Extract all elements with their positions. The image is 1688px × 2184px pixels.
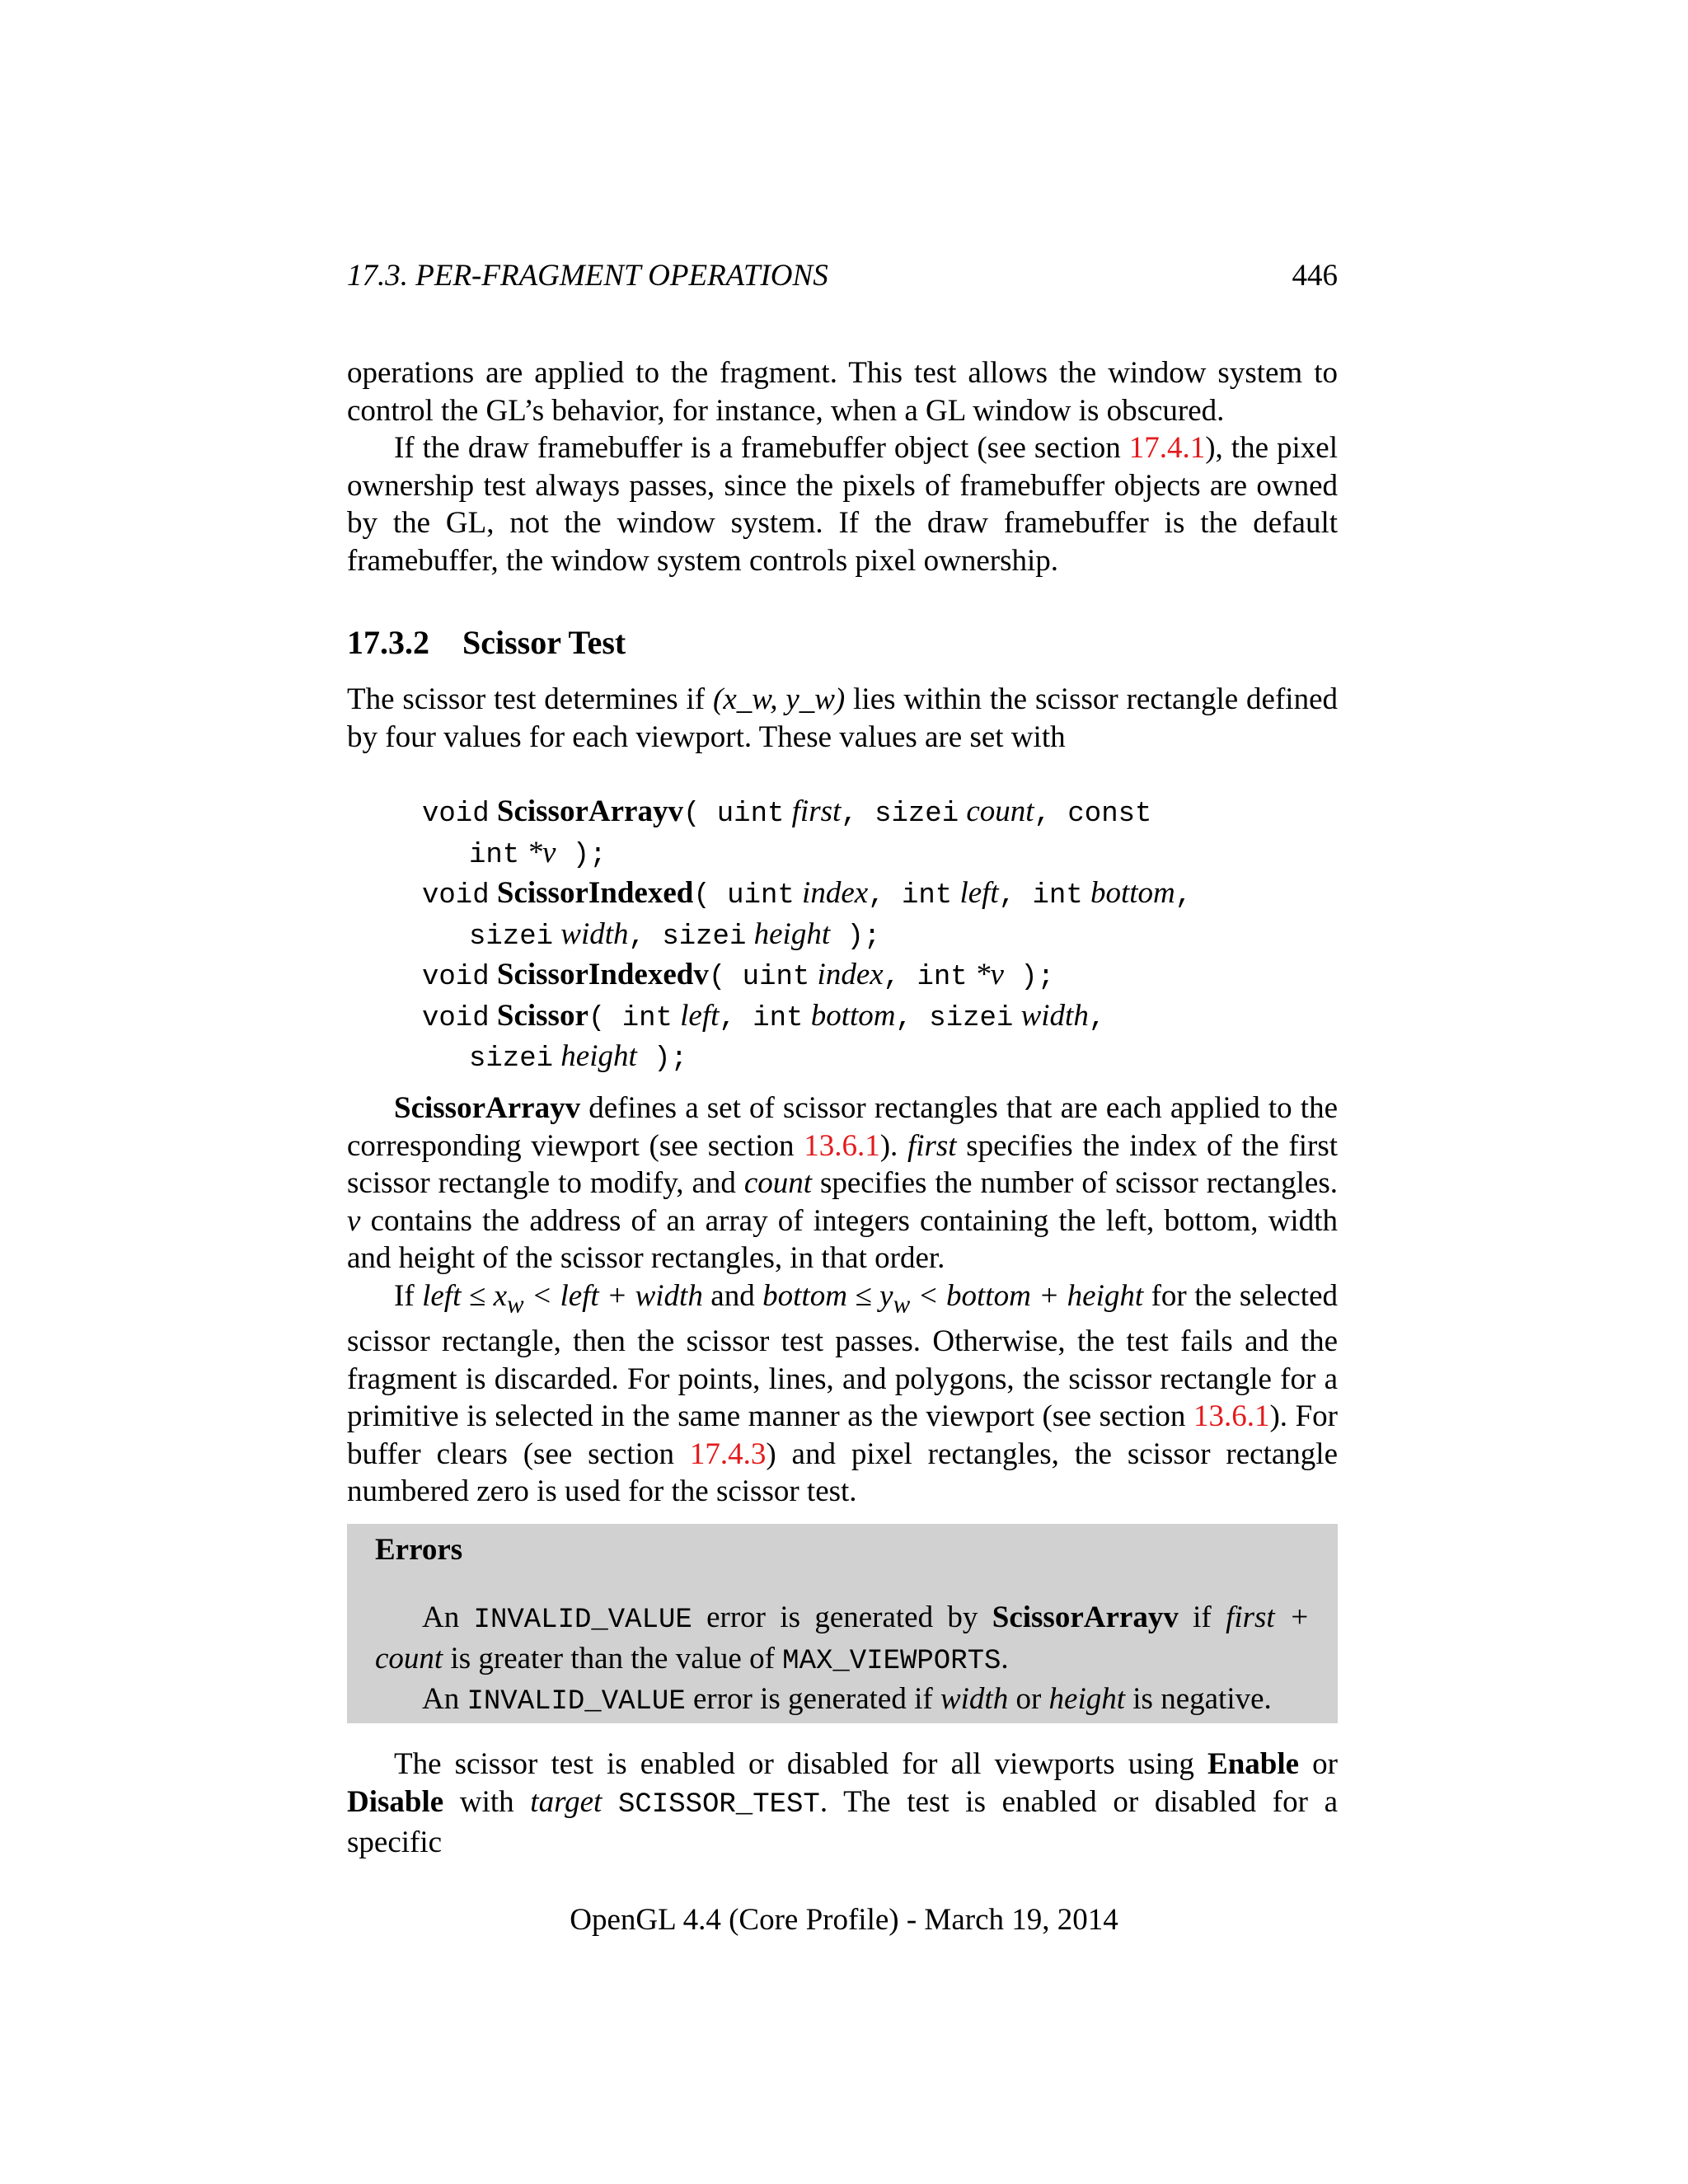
text-span: if (1178, 1601, 1226, 1634)
scissor-intro-paragraph (347, 681, 1338, 756)
text-span: ). (879, 1128, 907, 1163)
section-link-17-4-1[interactable]: 17.4.1 (1128, 431, 1206, 465)
type-token: const (1067, 799, 1152, 830)
param-name: index (802, 876, 869, 910)
function-name: ScissorArrayv (496, 794, 683, 828)
function-name: ScissorArrayv (992, 1601, 1179, 1634)
type-token: uint (716, 799, 785, 830)
page-footer: OpenGL 4.4 (Core Profile) - March 19, 2014 (570, 1903, 1118, 1937)
math-expression: first + count (375, 1601, 1311, 1675)
math-part: bottom ≤ y (762, 1278, 893, 1313)
function-name: Scissor (496, 998, 588, 1033)
text-span: If (394, 1278, 423, 1313)
type-token: int (621, 1002, 673, 1034)
token: MAX_VIEWPORTS (782, 1645, 1001, 1677)
param-name: width (1020, 998, 1089, 1033)
token: INVALID_VALUE (467, 1686, 686, 1718)
token: SCISSOR_TEST (617, 1788, 820, 1821)
section-link-17-4-3[interactable]: 17.4.3 (689, 1436, 767, 1471)
header-page-number: 446 (1292, 259, 1338, 293)
errors-body (375, 1599, 1310, 1722)
type-token: uint (727, 880, 795, 912)
body-text (347, 1090, 1338, 1511)
text-span: The scissor test is enabled or disabled for all viewports using (394, 1747, 1208, 1781)
scissor-intro (347, 681, 1338, 756)
param-name: target (530, 1784, 603, 1819)
text-span: ) and pixel rectangles, the scissor rectangle numbered zero is used for the scissor test. (347, 1436, 1339, 1509)
math-xw-yw: (x_w, y_w) (713, 682, 846, 716)
math-expression (422, 1278, 703, 1318)
param-name: *v (527, 835, 556, 869)
text-span: . (1001, 1641, 1009, 1675)
prototype-scissor-arrayv-cont (422, 834, 1329, 875)
body-paragraph-1 (347, 1090, 1338, 1277)
type-token: int (469, 839, 520, 871)
math-sub: w (893, 1289, 911, 1318)
text-span: specifies the index of the first scissor rectangle to modify, and (347, 1128, 1338, 1200)
param-name: left (680, 998, 720, 1033)
comma: , (998, 880, 1033, 912)
text-span: specifies the number of scissor rectangles. (812, 1166, 1338, 1200)
paren: ); (830, 921, 881, 953)
comma: , (1088, 1002, 1106, 1034)
intro-paragraph-2 (347, 429, 1338, 579)
text-span: is negative. (1125, 1682, 1272, 1716)
error-item-2 (375, 1680, 1310, 1722)
type-token: void (422, 1002, 490, 1034)
section-link-13-6-1[interactable]: 13.6.1 (1193, 1399, 1270, 1434)
param-name: *v (974, 958, 1004, 991)
intro-paragraph-1: operations are applied to the fragment. This test allows the window system to control the GL’s behavior, for instance, when a GL window is obscured. (347, 356, 1338, 428)
text-span: is greater than the value of (443, 1641, 783, 1675)
param-name: bottom (1090, 876, 1175, 910)
closing-paragraph (347, 1746, 1338, 1862)
text-span (602, 1785, 618, 1819)
math-part: < left + width (523, 1278, 703, 1313)
error-item-1 (375, 1599, 1310, 1680)
param-name: width (940, 1682, 1009, 1716)
type-token: void (422, 962, 490, 993)
comma: , (883, 962, 917, 993)
paren: ( (708, 962, 743, 993)
math-sub: w (507, 1289, 524, 1318)
type-token: void (422, 799, 490, 830)
paren: ( (693, 880, 728, 912)
text-span: ). For buffer clears (see section (347, 1399, 1338, 1471)
function-name: ScissorArrayv (394, 1091, 581, 1125)
function-name: Enable (1207, 1747, 1300, 1781)
text-span: contains the address of an array of integers containing the left, bottom, width and height of the scissor rectangles, in that order. (347, 1203, 1338, 1275)
comma: , (1034, 799, 1068, 830)
prototype-scissor (422, 997, 1329, 1038)
text-span: An (422, 1601, 474, 1634)
prototype-scissor-indexedv (422, 956, 1329, 997)
text-span: or (1008, 1682, 1049, 1716)
text-span: lies within the scissor rectangle defined by four values for each viewport. These values are set with (347, 682, 1338, 754)
type-token: int (917, 962, 968, 993)
prototype-scissor-cont (422, 1038, 1329, 1079)
paren: ); (1003, 962, 1055, 993)
intro-text (347, 354, 1338, 579)
paren: ( (588, 1002, 622, 1034)
errors-box (347, 1524, 1338, 1723)
paren: ); (556, 839, 607, 871)
param-name: bottom (810, 998, 896, 1033)
text-span: An (422, 1682, 467, 1716)
param-name: count (743, 1166, 813, 1200)
comma: , (628, 921, 663, 953)
type-token: sizei (469, 1043, 554, 1075)
param-name: first (907, 1128, 957, 1163)
comma: , (868, 880, 902, 912)
running-header (347, 258, 1338, 299)
section-heading (347, 623, 626, 662)
param-name: height (1048, 1682, 1126, 1716)
type-token: sizei (929, 1002, 1014, 1034)
text-span: defines a set of scissor rectangles that are each applied to the corresponding viewport (see section (347, 1091, 1338, 1163)
text-span: for the selected scissor rectangle, then the scissor test passes. Otherwise, the test fails and the fragment is discarded. For points, lines, and polygons, the scissor rectangle for a primitive is selected in the same manner as the viewport (see section (347, 1278, 1339, 1434)
section-link-13-6-1[interactable]: 13.6.1 (804, 1128, 880, 1163)
text-span: and (702, 1278, 763, 1313)
token: INVALID_VALUE (473, 1605, 692, 1636)
section-title: Scissor Test (462, 624, 626, 661)
prototype-scissor-arrayv (422, 793, 1329, 834)
math-part: < bottom + height (910, 1278, 1144, 1313)
comma: , (841, 799, 875, 830)
type-token: int (1032, 880, 1083, 912)
param-name: v (347, 1203, 361, 1238)
section-number: 17.3.2 (347, 624, 429, 661)
function-name: Disable (347, 1784, 444, 1819)
comma: , (895, 1002, 930, 1034)
type-token: uint (742, 962, 810, 993)
text-span: or (1299, 1747, 1339, 1781)
function-name: ScissorIndexed (496, 876, 694, 910)
text-span: ), the pixel ownership test always passes, since the pixels of framebuffer objects are owned by the GL, not the window system. If the draw framebuffer is the default framebuffer, the window system controls pixel ownership. (347, 431, 1338, 578)
text-span: error is generated if (685, 1682, 940, 1716)
prototype-scissor-indexed (422, 874, 1329, 916)
function-name: ScissorIndexedv (496, 958, 709, 991)
text-span: If the draw framebuffer is a framebuffer object (see section (394, 431, 1129, 465)
param-name: height (560, 1039, 637, 1073)
type-token: int (901, 880, 953, 912)
param-name: width (560, 916, 629, 951)
closing-text (347, 1746, 1338, 1862)
type-token: sizei (874, 799, 959, 830)
header-section-title: 17.3. PER-FRAGMENT OPERATIONS (347, 259, 828, 293)
math-part: left ≤ x (422, 1278, 508, 1313)
type-token: sizei (662, 921, 747, 953)
param-name: count (966, 794, 1034, 828)
param-name: height (753, 916, 831, 951)
body-paragraph-2 (347, 1277, 1338, 1511)
type-token: sizei (469, 921, 554, 953)
comma: , (719, 1002, 753, 1034)
text-span: . The test is enabled or disabled for a specific (347, 1784, 1339, 1859)
text-span: error is generated by (692, 1601, 992, 1634)
param-name: first (791, 794, 842, 828)
errors-heading: Errors (375, 1533, 463, 1567)
text-span: with (443, 1784, 531, 1819)
function-prototypes (422, 793, 1329, 1079)
param-name: index (817, 958, 884, 991)
type-token: void (422, 880, 490, 912)
type-token: int (753, 1002, 804, 1034)
comma: , (1175, 880, 1193, 912)
math-expression (762, 1278, 1144, 1318)
paren: ( (682, 799, 717, 830)
param-name: left (959, 876, 999, 910)
prototype-scissor-indexed-cont (422, 916, 1329, 957)
text-span: The scissor test determines if (347, 682, 714, 716)
paren: ); (636, 1043, 687, 1075)
